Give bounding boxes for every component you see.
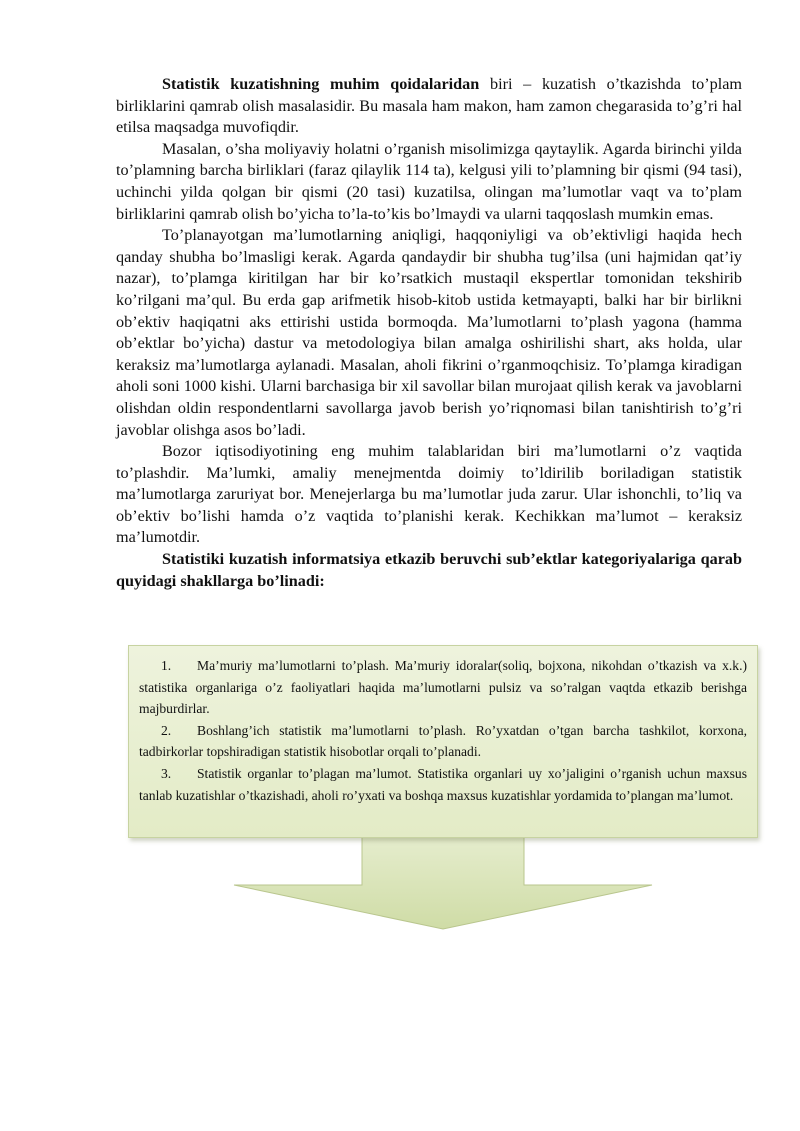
box-item-3-number: 3. bbox=[161, 765, 172, 781]
box-item-2-text: Boshlang’ich statistik ma’lumotlarni to’plash. Ro’yxatdan o’tgan barcha tashkilot, korxona, tadbirkorlar topshiradigan statistik hisobotlar orqali to’planadi. bbox=[139, 722, 747, 760]
paragraph-1-bold: Statistik kuzatishning muhim qoidalaridan bbox=[162, 75, 480, 93]
box-item-2-number: 2. bbox=[161, 722, 172, 738]
box-item-2 bbox=[139, 720, 747, 763]
paragraph-1 bbox=[116, 74, 742, 139]
document-body bbox=[116, 74, 742, 592]
box-item-1-number: 1. bbox=[161, 658, 172, 673]
box-item-1 bbox=[139, 655, 747, 720]
paragraph-5-heading bbox=[116, 549, 742, 592]
paragraph-1-text: biri – kuzatish o’tkazishda to’plam birliklarini qamrab olish masalasidir. Bu masala ham makon, ham zamon chegarasida to’g’ri hal etilsa maqsadga muvofiqdir. bbox=[116, 75, 742, 137]
info-box bbox=[128, 645, 758, 838]
box-item-1-text: Ma’muriy ma’lumotlarni to’plash. Ma’muriy idoralar(soliq, bojxona, nikohdan o’tkazish va x.k.) statistika organlariga o’z faoliyatlari haqida ma’lumotlarni pulsiz va so’ralgan vaqtda etkazib berishga majburdirlar. bbox=[139, 658, 747, 717]
paragraph-2: Masalan, o’sha moliyaviy holatni o’rganish misolimizga qaytaylik. Agarda birinchi yilda to’plamning barcha birliklari (faraz qilaylik 114 ta), kelgusi yili to’plamning bir qismi (94 tasi), uchinchi yilda qolgan bir qismi (20 tasi) kuzatilsa, olingan ma’lumotlar vaqt va to’plam birliklarini qamrab olish bo’yicha to’la-to’kis bo’lmaydi va ularni taqqoslash mumkin emas. bbox=[116, 139, 742, 223]
paragraph-4: Bozor iqtisodiyotining eng muhim talablaridan biri ma’lumotlarni o’z vaqtida to’plashdir. Ma’lumki, amaliy menejmentda doimiy to’ldirilib boriladigan statistik ma’lumotlarga zaruriyat bor. Menejerlarga bu ma’lumotlar juda zarur. Ular ishonchli, to’liq va ob’ektiv bo’lishi hamda o’z vaqtida to’planishi kerak. Kechikkan ma’lumot – keraksiz ma’lumotdir. bbox=[116, 442, 742, 547]
box-item-3-text: Statistik organlar to’plagan ma’lumot. Statistika organlari uy xo’jaligini o’rganish uchun maxsus tanlab kuzatishlar o’tkazishadi, aholi ro’yxati va boshqa maxsus kuzatishlar yordamida to’plangan ma’lumot. bbox=[139, 765, 747, 803]
paragraph-5-bold: Statistiki kuzatish informatsiya etkazib beruvchi sub’ektlar kategoriyalariga qarab quyidagi shakllarga bo’linadi: bbox=[116, 550, 742, 590]
paragraph-3: To’planayotgan ma’lumotlarning aniqligi, haqqoniyligi va ob’ektivligi haqida hech qanday shubha bo’lmasligi kerak. Agarda qandaydir bir shubha tug’ilsa (uni hajmidan qat’iy nazar), to’plamga kiritilgan har bir ko’rsatkich mustaqil ekspertlar tomonidan tekshirib ko’rilgani ma’qul. Bu erda gap arifmetik hisob-kitob ustida ketmayapti, balki har bir birlikni ob’ektiv haqiqatni aks ettirishi ustida bormoqda. Ma’lumotlarni to’plash yagona (hamma ob’ektlar bo’yicha) dastur va metodologiya bilan amalga oshirilishi shart, aks holda, ular keraksiz ma’lumotlarga aylanadi. Masalan, aholi fikrini o’rganmoqchisiz. To’plamga kiradigan aholi soni 1000 kishi. Ularni barchasiga bir xil savollar bilan murojaat qilish kerak va javoblarni olishdan oldin respondentlarni savollarga javob berish yo’riqnomasi bilan tanishtirish to’g’ri javoblar olishga asos bo’ladi. bbox=[116, 226, 742, 439]
box-item-3 bbox=[139, 763, 747, 806]
